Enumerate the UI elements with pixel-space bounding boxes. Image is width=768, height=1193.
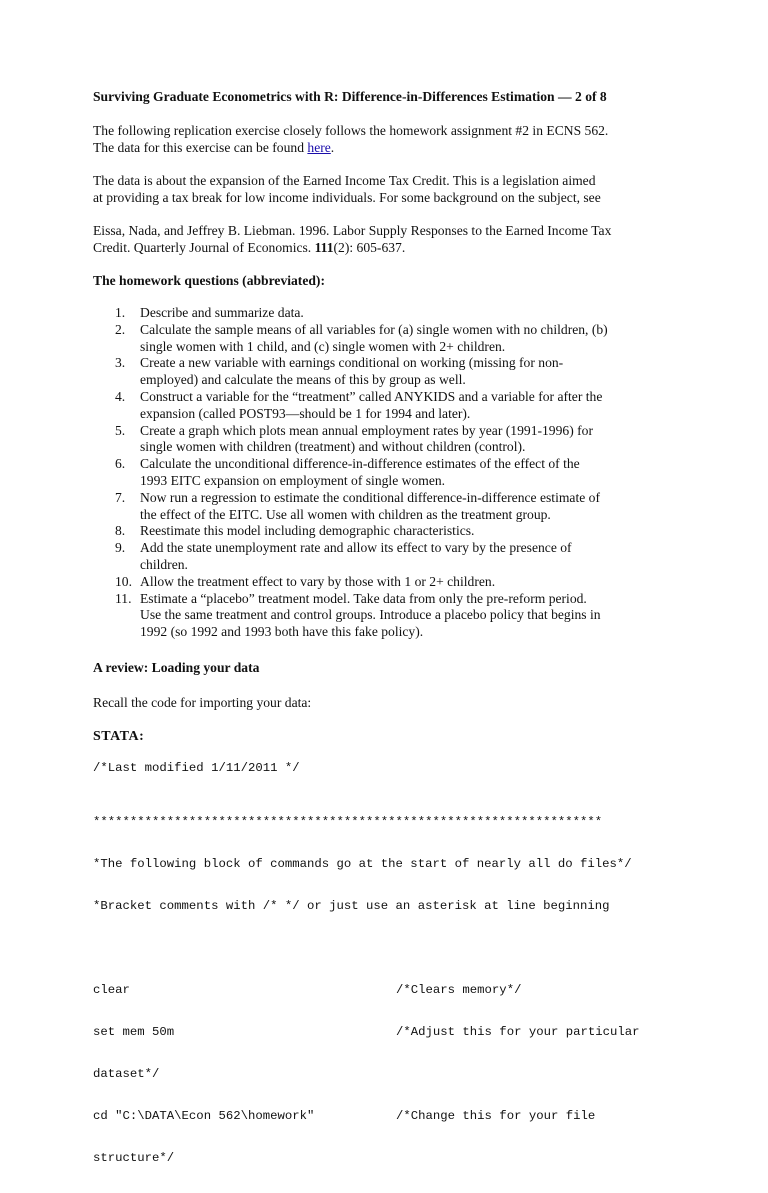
data-link[interactable]: here: [307, 140, 331, 155]
homework-heading: The homework questions (abbreviated):: [93, 273, 325, 288]
list-item-text: Calculate the unconditional difference-in-difference estimates of the effect of the: [140, 456, 580, 472]
list-item-text: the effect of the EITC. Use all women with children as the treatment group.: [140, 506, 551, 522]
list-item-text: Reestimate this model including demographic characteristics.: [140, 523, 475, 539]
list-number: 4.: [115, 388, 126, 404]
list-item-text: 1993 EITC expansion on employment of single women.: [140, 472, 446, 488]
stata-heading: STATA:: [93, 729, 145, 744]
code-comment-1: *The following block of commands go at the start of nearly all do files*/: [93, 857, 632, 871]
list-number: 1.: [115, 305, 126, 320]
list-item: [93, 355, 693, 389]
code-mem-cmd: set mem 50m: [93, 1025, 175, 1039]
intro-paragraph: [93, 122, 693, 156]
intro-line-2-text: The data for this exercise can be found: [93, 140, 308, 155]
list-item: [93, 322, 693, 356]
list-number: 6.: [115, 456, 126, 472]
list-number: 10.: [115, 573, 132, 589]
citation-pages: (2): 605-637.: [333, 240, 406, 255]
list-item-text: Create a graph which plots mean annual employment rates by year (1991-1996) for: [140, 422, 593, 438]
list-item-text: Now run a regression to estimate the conditional difference-in-difference estimate of: [140, 489, 600, 505]
list-item: [93, 540, 693, 574]
list-item-text: Allow the treatment effect to vary by those with 1 or 2+ children.: [140, 573, 496, 589]
list-item: [93, 423, 693, 457]
code-modified-line: /*Last modified 1/11/2011 */: [93, 761, 300, 775]
list-number: 7.: [115, 489, 126, 505]
list-item-text: Create a new variable with earnings conditional on working (missing for non-: [140, 355, 564, 371]
code-clear-cmd: clear: [93, 983, 130, 997]
intro-line-2-end: .: [330, 140, 335, 155]
list-item: [93, 456, 693, 490]
list-item-text: children.: [140, 556, 188, 572]
list-item: [93, 574, 693, 591]
background-paragraph: [93, 172, 693, 206]
code-mem-continuation: dataset*/: [93, 1067, 160, 1081]
code-cd-cmd: cd "C:\DATA\Econ 562\homework": [93, 1109, 315, 1123]
background-line-1: The data is about the expansion of the Earned Income Tax Credit. This is a legislation aimed: [93, 173, 596, 188]
list-item: [93, 305, 693, 322]
list-item: [93, 591, 693, 641]
recall-paragraph: Recall the code for importing your data:: [93, 695, 312, 710]
list-item-text: Describe and summarize data.: [140, 305, 304, 320]
code-block: [93, 787, 693, 1193]
code-comment-2: *Bracket comments with /* */ or just use an asterisk at line beginning: [93, 899, 610, 913]
intro-line-1: The following replication exercise closely follows the homework assignment #2 in ECNS 562.: [93, 123, 609, 138]
code-clear-comment: /*Clears memory*/: [396, 983, 522, 997]
code-clear-line: [93, 983, 693, 997]
code-stars: *********************************************************************: [93, 815, 603, 829]
citation-journal: Credit. Quarterly Journal of Economics.: [93, 240, 315, 255]
background-line-2: at providing a tax break for low income individuals. For some background on the subject, see: [93, 190, 601, 205]
citation-line-2: [93, 239, 693, 256]
code-cd-line: [93, 1109, 693, 1123]
list-item-text: single women with children (treatment) and without children (control).: [140, 439, 526, 455]
review-heading: A review: Loading your data: [93, 660, 260, 675]
citation-volume: 111: [314, 240, 334, 255]
list-number: 2.: [115, 321, 126, 337]
list-item-text: Use the same treatment and control groups. Introduce a placebo policy that begins in: [140, 607, 601, 623]
list-item-text: Construct a variable for the “treatment” called ANYKIDS and a variable for after the: [140, 388, 603, 404]
list-item-text: Calculate the sample means of all variables for (a) single women with no children, (b): [140, 321, 608, 337]
list-item-text: expansion (called POST93—should be 1 for 1994 and later).: [140, 405, 471, 421]
list-number: 3.: [115, 355, 126, 371]
code-cd-continuation: structure*/: [93, 1151, 175, 1165]
code-mem-comment: /*Adjust this for your particular: [396, 1025, 640, 1039]
homework-question-list: [93, 305, 693, 641]
list-item-text: Estimate a “placebo” treatment model. Take data from only the pre-reform period.: [140, 590, 587, 606]
list-item-text: employed) and calculate the means of this by group as well.: [140, 372, 466, 388]
list-item: [93, 389, 693, 423]
list-number: 8.: [115, 523, 126, 539]
code-blank: [93, 941, 693, 955]
list-number: 5.: [115, 422, 126, 438]
list-item: [93, 490, 693, 524]
citation-line-1: Eissa, Nada, and Jeffrey B. Liebman. 1996. Labor Supply Responses to the Earned Income Tax: [93, 223, 612, 238]
list-item-text: Add the state unemployment rate and allow its effect to vary by the presence of: [140, 540, 572, 556]
code-cd-comment: /*Change this for your file: [396, 1109, 596, 1123]
document-title: Surviving Graduate Econometrics with R: Difference-in-Differences Estimation — 2 of 8: [93, 89, 607, 104]
list-item-text: single women with 1 child, and (c) single women with 2+ children.: [140, 338, 506, 354]
intro-line-2: [93, 139, 693, 156]
list-number: 9.: [115, 540, 126, 556]
list-number: 11.: [115, 590, 132, 606]
list-item: [93, 523, 693, 540]
code-mem-line: [93, 1025, 693, 1039]
list-item-text: 1992 (so 1992 and 1993 both have this fake policy).: [140, 624, 424, 640]
citation-paragraph: [93, 222, 693, 256]
